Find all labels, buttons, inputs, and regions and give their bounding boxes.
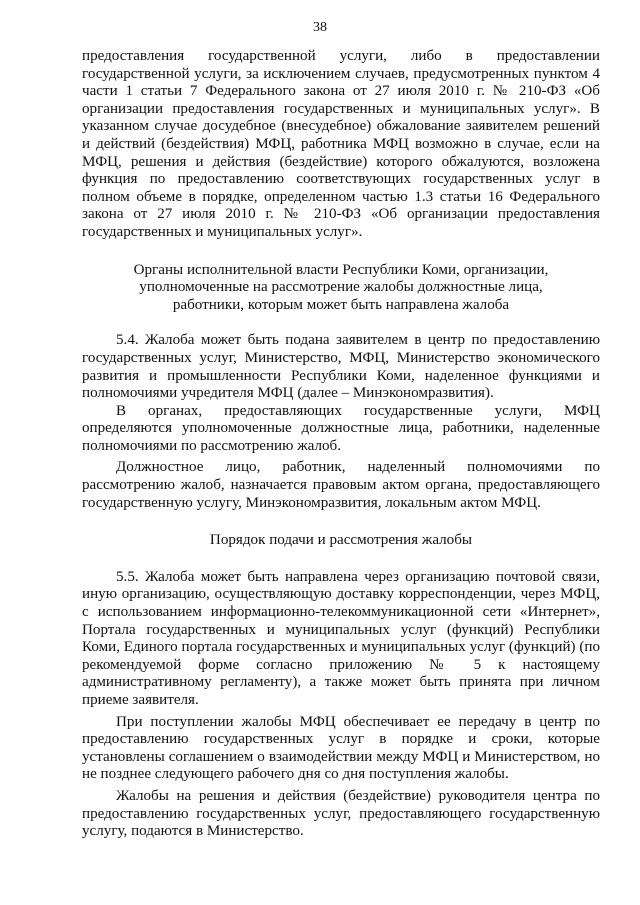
paragraph: Жалобы на решения и действия (бездействие) руководителя центра по предоставлению государственных услуг, предоставляющего государственную услугу, подаются в Министерство.	[82, 787, 600, 840]
paragraph-5-4: 5.4. Жалоба может быть подана заявителем в центр по предоставлению государственных услуг, Министерство, МФЦ, Министерство экономического развития и промышленности Республики Коми, наделенное функциями и полномочиями учредителя МФЦ (далее – Минэкономразвития).	[82, 332, 600, 402]
paragraph: Должностное лицо, работник, наделенный полномочиями по рассмотрению жалоб, назначается правовым актом органа, предоставляющего государственную услугу, Минэкономразвития, локальным актом МФЦ.	[82, 459, 600, 511]
paragraph: При поступлении жалобы МФЦ обеспечивает ее передачу в центр по предоставлению государственных услуг в порядке и сроки, которые установлены соглашением о взаимодействии между МФЦ и Министерством, но не позднее следующего рабочего дня со дня поступления жалобы.	[82, 713, 600, 783]
heading-line: работники, которым может быть направлена жалоба	[172, 296, 510, 313]
heading-line: уполномоченные на рассмотрение жалобы должностные лица,	[139, 279, 543, 296]
paragraph-continuation: предоставления государственной услуги, либо в предоставлении государственной услуги, за исключением случаев, предусмотренных пунктом 4 части 1 статьи 7 Федерального закона от 27 июля 2010 г. № 210-ФЗ «Об организации предоставления государственных и муниципальных услуг». В указанном случае досудебное (внесудебное) обжалование заявителем решений и действий (бездействия) МФЦ, работника МФЦ возможно в случае, если на МФЦ, решения и действия (бездействие) которого обжалуются, возложена функция по предоставлению соответствующих государственных услуг в полном объеме в порядке, определенном частью 1.3 статьи 16 Федерального закона от 27 июля 2010 г. № 210-ФЗ «Об организации предоставления государственных и муниципальных услуг».	[82, 48, 600, 240]
paragraph: В органах, предоставляющих государственные услуги, МФЦ определяются уполномоченные должностные лица, работники, наделенные полномочиями по рассмотрению жалоб.	[82, 402, 600, 454]
heading-line: Органы исполнительной власти Республики Коми, организации,	[133, 261, 549, 278]
document-body	[82, 48, 600, 841]
section-heading-submission-procedure: Порядок подачи и рассмотрения жалобы	[209, 532, 473, 549]
page-number: 38	[313, 20, 327, 35]
paragraph-5-5: 5.5. Жалоба может быть направлена через организацию почтовой связи, иную организацию, осуществляющую доставку корреспонденции, через МФЦ, с использованием информационно-телекоммуникационной сети «Интернет», Портала государственных и муниципальных услуг (функций) Республики Коми, Единого портала государственных и муниципальных услуг (функций) (по рекомендуемой форме согласно приложению № 5 к настоящему административному регламенту), а также может быть принята при личном приеме заявителя.	[82, 568, 600, 708]
section-heading-complaint-recipients	[82, 262, 600, 315]
